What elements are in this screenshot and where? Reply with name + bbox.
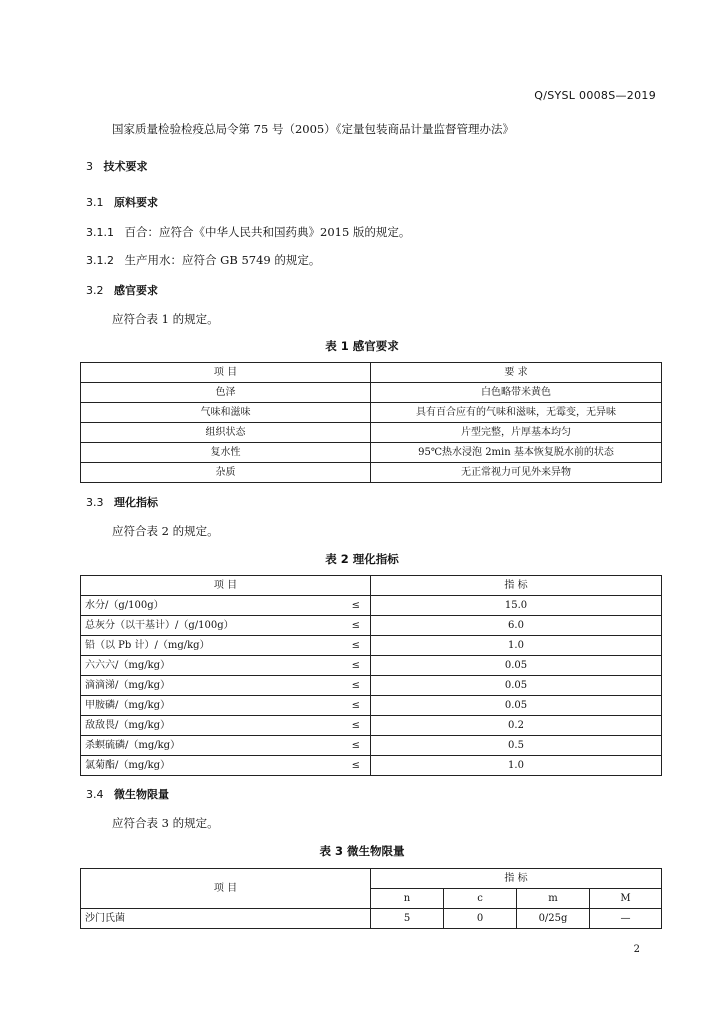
value-cell: 0.5 [371,736,662,756]
subheader-cell: M [590,889,662,909]
value-cell: — [590,909,662,929]
value-cell: 15.0 [371,596,662,616]
section-3-1-heading [86,194,158,210]
section-title: 原料要求 [114,196,158,209]
section-number: 3.4 [86,788,104,801]
item-cell: 色泽 [81,383,371,403]
item-cell: 总灰分（以干基计）/（g/100g） [81,616,326,636]
clause-text: 生产用水：应符合 GB 5749 的规定。 [124,253,321,267]
le-symbol: ≤ [326,716,371,736]
header-cell: 要 求 [371,363,662,383]
section-title: 理化指标 [114,496,158,509]
item-cell: 杂质 [81,463,371,483]
value-cell: 0.2 [371,716,662,736]
section-title: 感官要求 [114,284,158,297]
section-title: 技术要求 [103,160,148,173]
table-row [81,596,662,616]
section-number: 3.1 [86,196,104,209]
sensory-requirements-table [80,362,662,483]
value-cell: 1.0 [371,636,662,656]
le-symbol: ≤ [326,636,371,656]
requirement-cell: 具有百合应有的气味和滋味，无霉变，无异味 [371,403,662,423]
le-symbol: ≤ [326,616,371,636]
item-cell: 沙门氏菌 [81,909,371,929]
document-code-header: Q/SYSL 0008S—2019 [534,89,656,102]
microbial-limits-table [80,868,662,929]
le-symbol: ≤ [326,736,371,756]
table-row [81,636,662,656]
value-cell: 0 [444,909,517,929]
table-1-caption: 表 1 感官要求 [325,339,399,353]
table-row [81,423,662,443]
section-3-heading [86,158,148,174]
le-symbol: ≤ [326,696,371,716]
item-cell: 杀螟硫磷/（mg/kg） [81,736,326,756]
section-number: 3 [86,160,93,173]
table-row [81,716,662,736]
requirement-cell: 无正常视力可见外来异物 [371,463,662,483]
table-row [81,616,662,636]
header-cell: 项 目 [81,363,371,383]
clause-3-1-1 [86,224,410,240]
le-symbol: ≤ [326,676,371,696]
header-cell: 项 目 [81,576,371,596]
header-cell: 项 目 [81,869,371,909]
item-cell: 复水性 [81,443,371,463]
requirement-cell: 白色略带米黄色 [371,383,662,403]
value-cell: 1.0 [371,756,662,776]
clause-number: 3.1.2 [86,254,114,267]
section-3-3-heading [86,494,158,510]
value-cell: 6.0 [371,616,662,636]
requirement-cell: 95℃热水浸泡 2min 基本恢复脱水前的状态 [371,443,662,463]
table-row [81,656,662,676]
table-row [81,463,662,483]
clause-number: 3.1.1 [86,226,114,239]
subheader-cell: m [517,889,590,909]
physicochemical-indices-table [80,575,662,776]
subheader-cell: n [371,889,444,909]
table-row [81,676,662,696]
le-symbol: ≤ [326,756,371,776]
table-row [81,403,662,423]
section-3-2-heading [86,282,158,298]
value-cell: 0/25g [517,909,590,929]
header-cell: 指 标 [371,869,662,889]
table-row [81,909,662,929]
table-2-caption: 表 2 理化指标 [325,552,399,566]
clause-3-1-2 [86,252,320,268]
page-number: 2 [633,944,640,955]
value-cell: 0.05 [371,676,662,696]
section-3-4-text: 应符合表 3 的规定。 [112,816,219,830]
item-cell: 铅（以 Pb 计）/（mg/kg） [81,636,326,656]
subheader-cell: c [444,889,517,909]
table-3-caption: 表 3 微生物限量 [319,844,405,858]
value-cell: 0.05 [371,656,662,676]
item-cell: 六六六/（mg/kg） [81,656,326,676]
table-row [81,443,662,463]
item-cell: 敌敌畏/（mg/kg） [81,716,326,736]
item-cell: 组织状态 [81,423,371,443]
item-cell: 水分/（g/100g） [81,596,326,616]
item-cell: 氯菊酯/（mg/kg） [81,756,326,776]
table-header-row [81,576,662,596]
table-header-row [81,869,662,889]
table-row [81,696,662,716]
item-cell: 滴滴涕/（mg/kg） [81,676,326,696]
le-symbol: ≤ [326,656,371,676]
section-title: 微生物限量 [114,788,169,801]
header-cell: 指 标 [371,576,662,596]
value-cell: 5 [371,909,444,929]
requirement-cell: 片型完整，片厚基本均匀 [371,423,662,443]
item-cell: 气味和滋味 [81,403,371,423]
section-3-4-heading [86,786,169,802]
section-3-3-text: 应符合表 2 的规定。 [112,524,219,538]
table-row [81,736,662,756]
section-3-2-text: 应符合表 1 的规定。 [112,312,219,326]
reference-regulation-line: 国家质量检验检疫总局令第 75 号（2005）《定量包装商品计量监督管理办法》 [112,122,514,136]
value-cell: 0.05 [371,696,662,716]
table-row [81,383,662,403]
table-header-row [81,363,662,383]
section-number: 3.2 [86,284,104,297]
item-cell: 甲胺磷/（mg/kg） [81,696,326,716]
table-row [81,756,662,776]
le-symbol: ≤ [326,596,371,616]
section-number: 3.3 [86,496,104,509]
clause-text: 百合：应符合《中华人民共和国药典》2015 版的规定。 [124,225,411,239]
